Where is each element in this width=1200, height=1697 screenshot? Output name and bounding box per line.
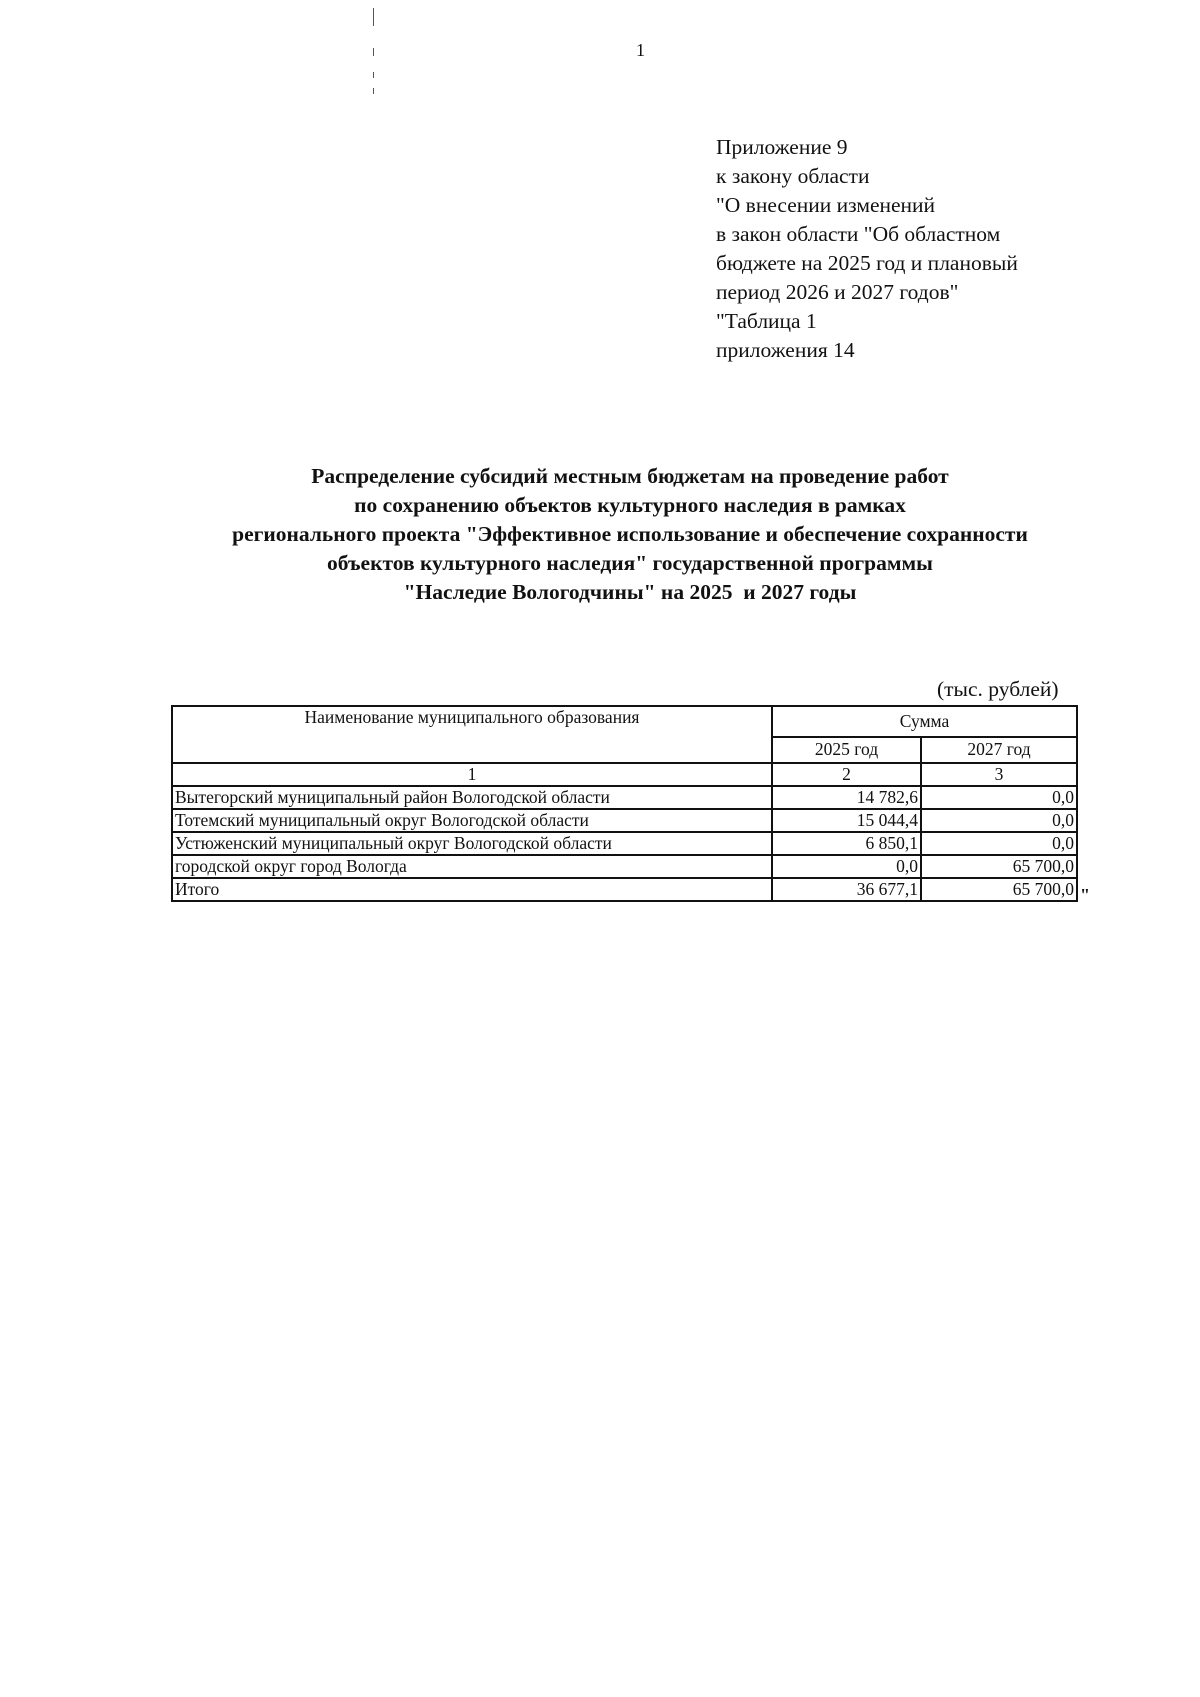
row-value-2025: 6 850,1: [772, 832, 921, 855]
scan-mark: [373, 72, 374, 78]
column-number: 3: [921, 763, 1077, 786]
scan-mark: [373, 88, 374, 94]
table-row: [172, 786, 1077, 809]
row-name: Устюженский муниципальный округ Вологодской области: [172, 832, 772, 855]
appendix-line: Приложение 9: [716, 135, 848, 159]
appendix-line: "Таблица 1: [716, 309, 817, 333]
header-year-2025: 2025 год: [772, 737, 921, 763]
table-row: [172, 855, 1077, 878]
column-number: 1: [172, 763, 772, 786]
row-value-2025: 0,0: [772, 855, 921, 878]
title-line: "Наследие Вологодчины" на 2025 и 2027 годы: [403, 580, 857, 604]
title-line: по сохранению объектов культурного наследия в рамках: [354, 493, 906, 517]
header-row: [172, 706, 1077, 737]
closing-quote: ": [1080, 885, 1090, 905]
title-line: Распределение субсидий местным бюджетам на проведение работ: [311, 464, 949, 488]
header-name: Наименование муниципального образования: [172, 706, 772, 763]
appendix-line: приложения 14: [716, 338, 855, 362]
column-number: 2: [772, 763, 921, 786]
scan-mark: [373, 48, 374, 56]
units-label: (тыс. рублей): [937, 677, 1059, 701]
appendix-line: к закону области: [716, 164, 870, 188]
total-value-2025: 36 677,1: [772, 878, 921, 901]
appendix-line: период 2026 и 2027 годов": [716, 280, 959, 304]
page-number: 1: [636, 40, 645, 60]
total-row: [172, 878, 1077, 901]
row-value-2027: 65 700,0: [921, 855, 1077, 878]
table-row: [172, 809, 1077, 832]
title-line: объектов культурного наследия" государственной программы: [327, 551, 933, 575]
appendix-line: в закон области "Об областном: [716, 222, 1001, 246]
total-label: Итого: [172, 878, 772, 901]
row-value-2027: 0,0: [921, 809, 1077, 832]
appendix-line: бюджете на 2025 год и плановый: [716, 251, 1018, 275]
row-name: Тотемский муниципальный округ Вологодской области: [172, 809, 772, 832]
row-value-2027: 0,0: [921, 786, 1077, 809]
subsidy-table: [171, 705, 1078, 902]
appendix-line: "О внесении изменений: [716, 193, 936, 217]
table-row: [172, 832, 1077, 855]
row-value-2027: 0,0: [921, 832, 1077, 855]
document-title: [130, 462, 1130, 607]
row-value-2025: 15 044,4: [772, 809, 921, 832]
appendix-header: [716, 133, 1116, 365]
header-sum: Сумма: [772, 706, 1077, 737]
row-value-2025: 14 782,6: [772, 786, 921, 809]
column-number-row: [172, 763, 1077, 786]
total-value-2027: 65 700,0: [921, 878, 1077, 901]
header-year-2027: 2027 год: [921, 737, 1077, 763]
title-line: регионального проекта "Эффективное использование и обеспечение сохранности: [232, 522, 1028, 546]
row-name: Вытегорский муниципальный район Вологодской области: [172, 786, 772, 809]
scan-mark: [373, 8, 374, 26]
row-name: городской округ город Вологда: [172, 855, 772, 878]
